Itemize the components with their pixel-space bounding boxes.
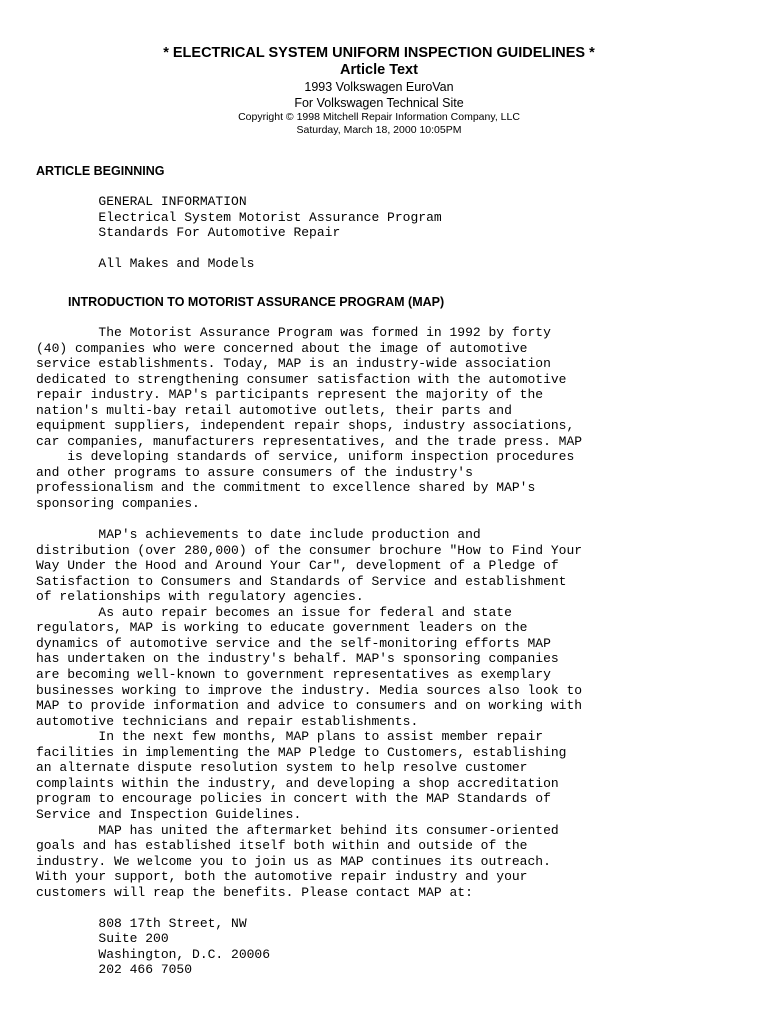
text-line: nation's multi-bay retail automotive outlets, their parts and (36, 402, 512, 418)
text-line: With your support, both the automotive repair industry and your (36, 869, 528, 885)
phone-line: 202 466 7050 (36, 962, 193, 978)
text-line: Electrical System Motorist Assurance Program (36, 209, 442, 225)
text-line: Way Under the Hood and Around Your Car", development of a Pledge of (36, 558, 559, 574)
text-line: As auto repair becomes an issue for federal and state (36, 604, 512, 620)
text-line: Standards For Automotive Repair (36, 225, 341, 241)
text-line: complaints within the industry, and developing a shop accreditation (36, 775, 559, 791)
text-line (36, 241, 442, 257)
text-line: Service and Inspection Guidelines. (36, 806, 302, 822)
text-line: regulators, MAP is working to educate government leaders on the (36, 620, 528, 636)
text-line: goals and has established itself both within and outside of the (36, 838, 528, 854)
copyright-line: Copyright © 1998 Mitchell Repair Information Company, LLC (238, 111, 520, 123)
text-line: sponsoring companies. (36, 496, 200, 512)
text-line (36, 900, 582, 916)
text-line: repair industry. MAP's participants represent the majority of the (36, 387, 544, 403)
text-line: MAP to provide information and advice to consumers and on working with (36, 698, 583, 714)
introduction-body (36, 325, 582, 978)
text-line: an alternate dispute resolution system to help resolve customer (36, 760, 528, 776)
text-line: All Makes and Models (36, 256, 255, 272)
address-line: Suite 200 (36, 931, 169, 947)
address-line: 808 17th Street, NW (36, 915, 247, 931)
text-line: has undertaken on the industry's behalf. MAP's sponsoring companies (36, 651, 559, 667)
text-line: MAP's achievements to date include production and (36, 527, 481, 543)
text-line: MAP has united the aftermarket behind its consumer-oriented (36, 822, 559, 838)
text-line: (40) companies who were concerned about the image of automotive (36, 340, 528, 356)
text-line: car companies, manufacturers representatives, and the trade press. MAP (36, 433, 583, 449)
text-line: service establishments. Today, MAP is an industry-wide association (36, 356, 551, 372)
article-beginning-heading: ARTICLE BEGINNING (36, 164, 165, 178)
text-line: and other programs to assure consumers of the industry's (36, 464, 473, 480)
text-line: Satisfaction to Consumers and Standards of Service and establishment (36, 573, 567, 589)
text-line: customers will reap the benefits. Please contact MAP at: (36, 884, 473, 900)
text-line: automotive technicians and repair establishments. (36, 713, 419, 729)
document-header (0, 44, 758, 137)
text-line: The Motorist Assurance Program was formed in 1992 by forty (36, 325, 551, 340)
text-line: distribution (over 280,000) of the consumer brochure "How to Find Your (36, 542, 583, 558)
document-title: * ELECTRICAL SYSTEM UNIFORM INSPECTION GUIDELINES * (163, 45, 595, 61)
document-subtitle: Article Text (340, 62, 418, 78)
text-line: of relationships with regulatory agencies. (36, 589, 364, 605)
text-line: businesses working to improve the industry. Media sources also look to (36, 682, 583, 698)
address-line: Washington, D.C. 20006 (36, 946, 271, 962)
date-line: Saturday, March 18, 2000 10:05PM (296, 124, 462, 136)
text-line: facilities in implementing the MAP Pledge to Customers, establishing (36, 744, 567, 760)
text-line: In the next few months, MAP plans to assist member repair (36, 729, 544, 745)
text-line: program to encourage policies in concert with the MAP Standards of (36, 791, 551, 807)
text-line: GENERAL INFORMATION (36, 194, 247, 209)
introduction-heading: INTRODUCTION TO MOTORIST ASSURANCE PROGRAM (MAP) (68, 295, 445, 309)
text-line: industry. We welcome you to join us as MAP continues its outreach. (36, 853, 551, 869)
text-line: are becoming well-known to government representatives as exemplary (36, 667, 551, 683)
vehicle-line: 1993 Volkswagen EuroVan (304, 80, 454, 94)
general-information-block (36, 194, 442, 272)
text-line: professionalism and the commitment to excellence shared by MAP's (36, 480, 536, 496)
text-line (36, 512, 582, 528)
text-line: is developing standards of service, uniform inspection procedures (36, 449, 575, 465)
text-line: equipment suppliers, independent repair shops, industry associations, (36, 418, 575, 434)
text-line: dedicated to strengthening consumer satisfaction with the automotive (36, 371, 567, 387)
site-line: For Volkswagen Technical Site (294, 96, 464, 110)
text-line: dynamics of automotive service and the self-monitoring efforts MAP (36, 635, 551, 651)
